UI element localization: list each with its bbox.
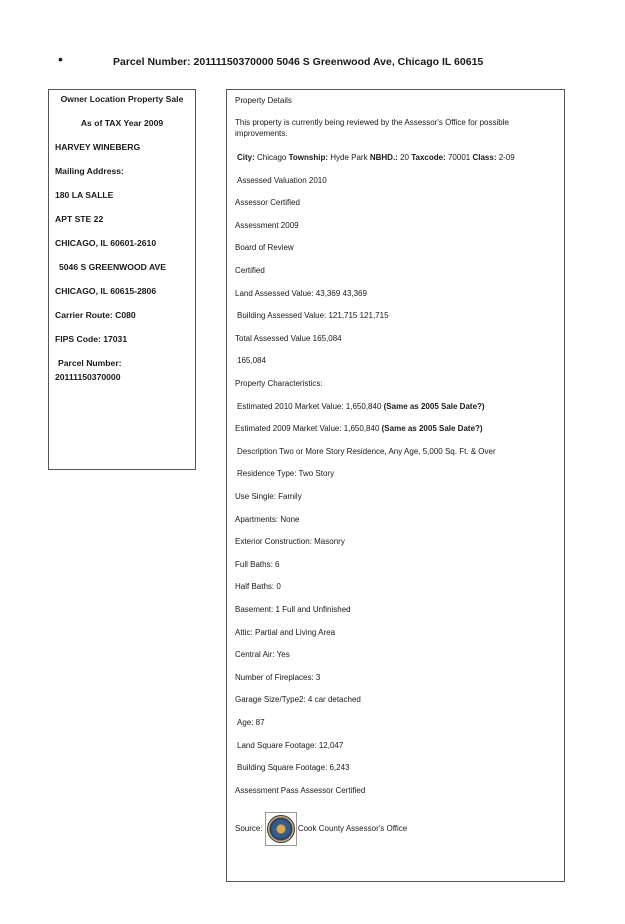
building-square-footage: Building Square Footage: 6,243 (237, 763, 350, 772)
bullet-icon: • (58, 51, 63, 67)
owner-name: HARVEY WINEBERG (55, 142, 141, 152)
building-assessed-value: Building Assessed Value: 121,715 121,715 (237, 311, 389, 320)
half-baths: Half Baths: 0 (235, 582, 281, 591)
garage: Garage Size/Type2: 4 car detached (235, 695, 361, 704)
property-details-panel (226, 89, 565, 882)
attic: Attic: Partial and Living Area (235, 628, 336, 637)
full-baths: Full Baths: 6 (235, 560, 280, 569)
basement: Basement: 1 Full and Unfinished (235, 605, 351, 614)
mailing-label: Mailing Address: (55, 166, 124, 176)
property-city: CHICAGO, IL 60615-2806 (55, 286, 157, 296)
owner-panel (48, 89, 196, 470)
assessment-pass: Assessment Pass Assessor Certified (235, 786, 366, 795)
tax-year: As of TAX Year 2009 (80, 118, 164, 128)
total-assessed-value-2: 165,084 (237, 356, 266, 365)
market-value-2009: Estimated 2009 Market Value: 1,650,840 (Same as 2005 Sale Date?) (235, 424, 483, 433)
carrier-route: Carrier Route: C080 (55, 310, 136, 320)
fips-code: FIPS Code: 17031 (55, 334, 128, 344)
total-assessed-value: Total Assessed Value 165,084 (235, 334, 342, 343)
owner-panel-heading: Owner Location Property Sale (60, 94, 184, 104)
mailing-city-state-zip: CHICAGO, IL 60601-2610 (55, 238, 157, 248)
page-title: Parcel Number: 20111150370000 5046 S Greenwood Ave, Chicago IL 60615 (113, 56, 484, 68)
location-codes: City: Chicago Township: Hyde Park NBHD.: 20 Taxcode: 70001 Class: 2-09 (237, 153, 515, 162)
fireplaces: Number of Fireplaces: 3 (235, 673, 321, 682)
board-of-review: Board of Review (235, 243, 294, 252)
parcel-label: Parcel Number: (58, 358, 122, 368)
exterior-construction: Exterior Construction: Masonry (235, 537, 345, 546)
certified: Certified (235, 266, 265, 275)
central-air: Central Air: Yes (235, 650, 290, 659)
mailing-address-line2: APT STE 22 (55, 214, 104, 224)
assessed-valuation: Assessed Valuation 2010 (237, 176, 327, 185)
description: Description Two or More Story Residence, Any Age, 5,000 Sq. Ft. & Over (237, 447, 496, 456)
land-assessed-value: Land Assessed Value: 43,369 43,369 (235, 289, 367, 298)
residence-type: Residence Type: Two Story (237, 469, 335, 478)
use-type: Use Single: Family (235, 492, 302, 501)
source-line: Source: Cook County Assessor's Office (235, 812, 407, 842)
parcel-value: 20111150370000 (55, 372, 121, 382)
mailing-address-line1: 180 LA SALLE (55, 190, 114, 200)
assessor-certified: Assessor Certified (235, 198, 300, 207)
characteristics-heading: Property Characteristics: (235, 379, 323, 388)
assessment-2009: Assessment 2009 (235, 221, 299, 230)
property-address: 5046 S GREENWOOD AVE (59, 262, 166, 272)
market-value-2010: Estimated 2010 Market Value: 1,650,840 (Same as 2005 Sale Date?) (237, 402, 485, 411)
cook-county-seal-icon (265, 812, 297, 846)
review-notice: This property is currently being reviewed by the Assessor's Office for possible improvements. (235, 118, 509, 138)
apartments: Apartments: None (235, 515, 300, 524)
age: Age: 87 (237, 718, 265, 727)
details-title: Property Details (235, 96, 292, 105)
land-square-footage: Land Square Footage: 12,047 (237, 741, 344, 750)
